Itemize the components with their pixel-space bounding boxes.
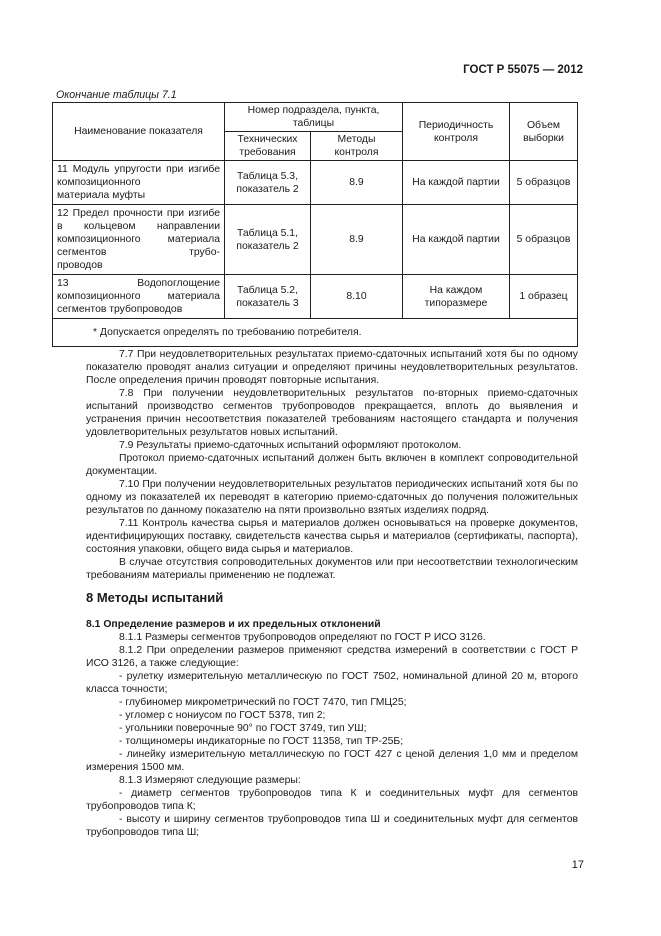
row-name: 12 Предел прочности при изгибе в кольцевом направлении композиционного материала сегментов трубо- проводов: [53, 205, 225, 275]
paragraph-8-1-2: 8.1.2 При определении размеров применяют средства измерений в соответствии с ГОСТ Р ИСО 3126, а также следующие:: [86, 645, 578, 669]
list-item: - высоту и ширину сегментов трубопроводов типа Ш и соединительных муфт для сегментов трубопроводов типа Ш;: [86, 814, 578, 838]
page-number: 17: [571, 859, 584, 871]
paragraph-7-9: 7.9 Результаты приемо-сдаточных испытаний оформляют протоколом.: [119, 440, 462, 451]
table-row: [53, 275, 578, 319]
list-item: - рулетку измерительную металлическую по ГОСТ 7502, номинальной длиной 20 м, второго класса точности;: [86, 671, 578, 695]
section-8-paragraphs: [86, 618, 578, 839]
header-periodicity: Периодичность контроля: [403, 103, 510, 161]
list-item: - диаметр сегментов трубопроводов типа К и соединительных муфт для сегментов трубопроводов типа К;: [86, 788, 578, 812]
row-method: 8.9: [311, 161, 403, 205]
table-footnote: * Допускается определять по требованию потребителя.: [53, 319, 578, 347]
row-period: На каждой партии: [403, 205, 510, 275]
row-period: На каждой партии: [403, 161, 510, 205]
row-tech: Таблица 5.1, показатель 2: [225, 205, 311, 275]
row-sample: 5 образцов: [510, 205, 578, 275]
paragraph-7-11: 7.11 Контроль качества сырья и материалов должен основываться на проверке документов, идентифицирующих поставку, свидетельств качества сырья и материалов (сертификаты, паспорта), состояния упаковки, общего вида сырья и материалов.: [86, 518, 578, 555]
row-name: 13 Водопоглощение композиционного материала сегментов трубопроводов: [53, 275, 225, 319]
list-item: - глубиномер микрометрический по ГОСТ 7470, тип ГМЦ25;: [119, 697, 407, 708]
header-methods: Методы контроля: [311, 132, 403, 161]
row-tech: Таблица 5.2, показатель 3: [225, 275, 311, 319]
list-item: - линейку измерительную металлическую по ГОСТ 427 с ценой деления 1,0 мм и пределом измерения 1500 мм.: [86, 749, 578, 773]
table-row: [53, 205, 578, 275]
paragraph-7-11-docs: В случае отсутствия сопроводительных документов или при несоответствии технологическим требованиям материалы применению не подлежат.: [86, 557, 578, 581]
paragraph-7-8: 7.8 При получении неудовлетворительных результатов по-вторных приемо-сдаточных испытаний производство сегментов трубопроводов прекращается, вплоть до выявления и устранения причин несоответствия показателей требованиям настоящего стандарта и получения удовлетворительных результатов новых испытаний.: [86, 388, 578, 438]
header-section-group: Номер подраздела, пункта, таблицы: [225, 103, 403, 132]
section-7-paragraphs: [86, 348, 578, 582]
header-sample-size: Объем выборки: [510, 103, 578, 161]
row-tech: Таблица 5.3, показатель 2: [225, 161, 311, 205]
table-caption: Окончание таблицы 7.1: [56, 89, 177, 101]
row-name: 11 Модуль упругости при изгибе композиционного материала муфты: [53, 161, 225, 205]
list-item: - толщиномеры индикаторные по ГОСТ 11358, тип ТР-25Б;: [119, 736, 404, 747]
list-item: - угломер с нониусом по ГОСТ 5378, тип 2;: [119, 710, 326, 721]
list-item: - угольники поверочные 90° по ГОСТ 3749, тип УШ;: [119, 723, 367, 734]
requirements-table: [52, 102, 578, 347]
subsection-8-1-title: 8.1 Определение размеров и их предельных отклонений: [86, 619, 381, 630]
document-header: ГОСТ Р 55075 — 2012: [463, 64, 583, 76]
row-sample: 5 образцов: [510, 161, 578, 205]
paragraph-7-10: 7.10 При получении неудовлетворительных результатов периодических испытаний хотя бы по одному из показателей их переводят в категорию приемо-сдаточных до получения положительных результатов по данному показателю на пяти произвольно взятых изделиях подряд.: [86, 479, 578, 516]
paragraph-8-1-3: 8.1.3 Измеряют следующие размеры:: [119, 775, 301, 786]
row-method: 8.9: [311, 205, 403, 275]
paragraph-7-9-protocol: Протокол приемо-сдаточных испытаний должен быть включен в комплект сопроводительной документации.: [86, 453, 578, 477]
row-method: 8.10: [311, 275, 403, 319]
table-row: [53, 161, 578, 205]
paragraph-7-7: 7.7 При неудовлетворительных результатах приемо-сдаточных испытаний хотя бы по одному показателю проводят анализ ситуации и определяют причины неудовлетворительных результатов. После определения причин проводят повторные испытания.: [86, 349, 578, 386]
header-tech-req: Технических требования: [225, 132, 311, 161]
row-period: На каждом типоразмере: [403, 275, 510, 319]
section-8-title: 8 Методы испытаний: [86, 590, 224, 605]
header-name: Наименование показателя: [53, 103, 225, 161]
row-sample: 1 образец: [510, 275, 578, 319]
paragraph-8-1-1: 8.1.1 Размеры сегментов трубопроводов определяют по ГОСТ Р ИСО 3126.: [119, 632, 486, 643]
